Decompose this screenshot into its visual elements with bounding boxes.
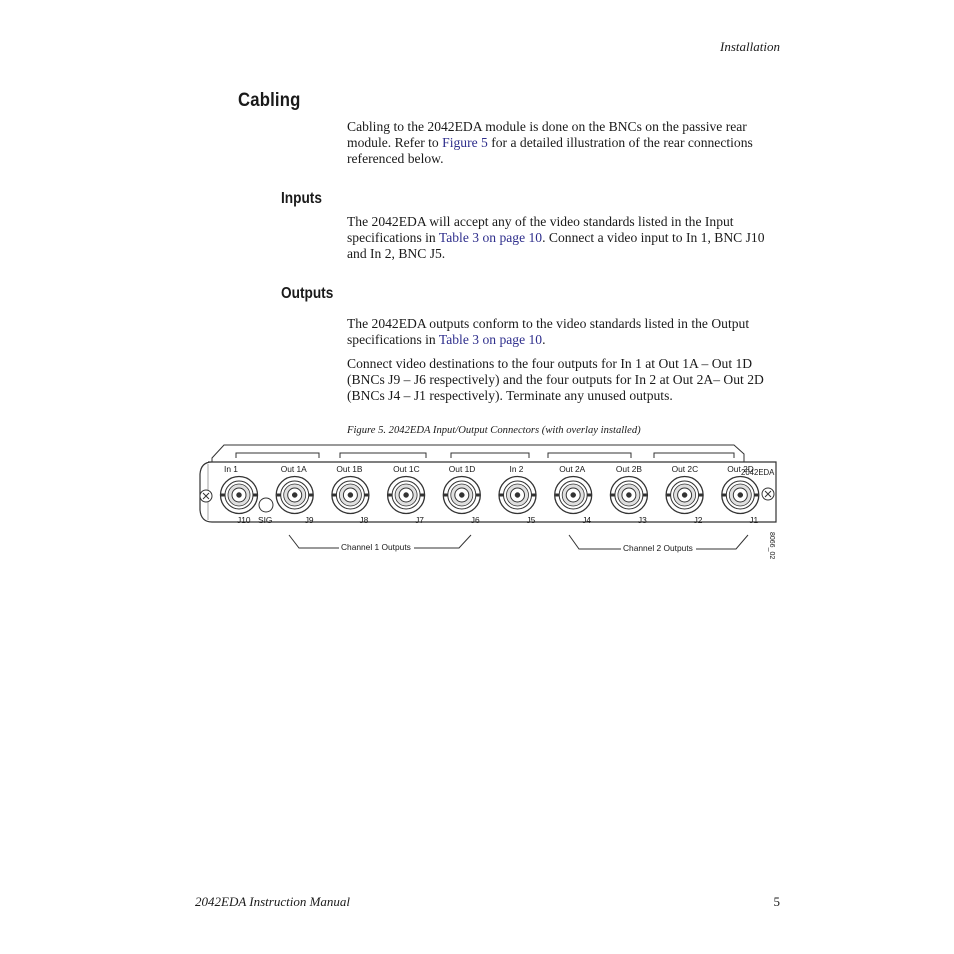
table-3-link[interactable]: Table 3 on page 10	[438, 229, 543, 245]
outputs-paragraph-2: Connect video destinations to the four outputs for In 1 at Out 1A – Out 1D (BNCs J9 – J6 respectively) and the four outputs for In 2 at Out 2A– Out 2D (BNCs J4 – J1 respectively). Terminate any unused outputs.	[347, 356, 764, 403]
right-screw-icon	[762, 488, 774, 500]
figure-5-link[interactable]: Figure 5	[442, 134, 488, 150]
subsection-title-inputs: Inputs	[281, 190, 322, 207]
connector-bottom-label: J10	[237, 515, 251, 525]
bnc-connector	[388, 477, 425, 514]
bnc-connector	[332, 477, 369, 514]
bnc-connector	[666, 477, 703, 514]
connector-bottom-label: J5	[526, 515, 536, 525]
connector-top-label: Out 2A	[559, 464, 586, 474]
inputs-paragraph	[347, 214, 787, 261]
outputs-paragraph-1	[347, 316, 787, 348]
running-header: Installation	[720, 39, 780, 54]
connector-top-label: In 2	[509, 464, 524, 474]
connector-top-label: Out 2C	[671, 464, 699, 474]
channel2-label: Channel 2 Outputs	[623, 543, 693, 553]
bnc-connector	[499, 477, 536, 514]
text-run: The 2042EDA will accept any of the video standards listed in the Input specifications in	[347, 214, 734, 245]
rear-module-figure	[196, 440, 782, 560]
sig-led	[259, 498, 273, 512]
connector-top-label: Out 1B	[336, 464, 363, 474]
drawing-id: 8066_02	[768, 532, 775, 560]
channel1-bracket-right	[414, 535, 471, 548]
bnc-connector	[555, 477, 592, 514]
bnc-connector	[610, 477, 647, 514]
bracket-marks	[236, 453, 734, 458]
connector-top-label: Out 1A	[280, 464, 307, 474]
bnc-connector	[443, 477, 480, 514]
left-screw-icon	[200, 490, 212, 502]
text-run: for a detailed illustration of the rear connections referenced below.	[347, 134, 753, 166]
text-run: The 2042EDA outputs conform to the video standards listed in the Output specifications in	[347, 316, 750, 347]
connector-bottom-label: J6	[470, 515, 480, 525]
channel1-bracket-left	[289, 535, 339, 548]
text-run: Cabling to the 2042EDA module is done on the BNCs on the passive rear module. Refer to	[347, 119, 747, 150]
connector-bottom-label: J8	[359, 515, 369, 525]
connector-top-label: Out 1C	[393, 464, 420, 474]
channel1-label: Channel 1 Outputs	[341, 542, 411, 552]
channel2-bracket-left	[569, 535, 621, 549]
module-label: 2042EDA	[741, 468, 775, 477]
bnc-connector	[276, 477, 313, 514]
channel2-bracket-right	[696, 535, 748, 549]
footer-manual-title: 2042EDA Instruction Manual	[195, 894, 351, 909]
bnc-connector	[221, 477, 258, 514]
connector-bottom-label: J9	[304, 515, 314, 525]
cabling-paragraph	[347, 119, 787, 166]
sig-label: SIG	[258, 515, 273, 525]
connector-bottom-label: J3	[637, 515, 647, 525]
text-run: . Connect a video input to In 1, BNC J10 and In 2, BNC J5.	[347, 229, 765, 261]
connector-bottom-label: J4	[582, 515, 592, 525]
footer-page-number: 5	[773, 894, 780, 909]
connector-top-label: In 1	[224, 464, 238, 474]
connector-bottom-label: J2	[693, 515, 703, 525]
bnc-connector	[722, 477, 759, 514]
connector-bottom-label: J7	[415, 515, 424, 525]
connector-top-label: Out 2B	[615, 464, 642, 474]
connector-top-label: Out 2D	[727, 464, 754, 474]
section-title-cabling: Cabling	[238, 90, 301, 111]
subsection-title-outputs: Outputs	[281, 285, 334, 302]
connector-bottom-label: J1	[749, 515, 759, 525]
text-run: .	[542, 331, 546, 347]
table-3-link[interactable]: Table 3 on page 10	[438, 331, 543, 347]
connector-top-label: Out 1D	[448, 464, 476, 474]
figure-caption: Figure 5. 2042EDA Input/Output Connectors (with overlay installed)	[347, 425, 641, 436]
